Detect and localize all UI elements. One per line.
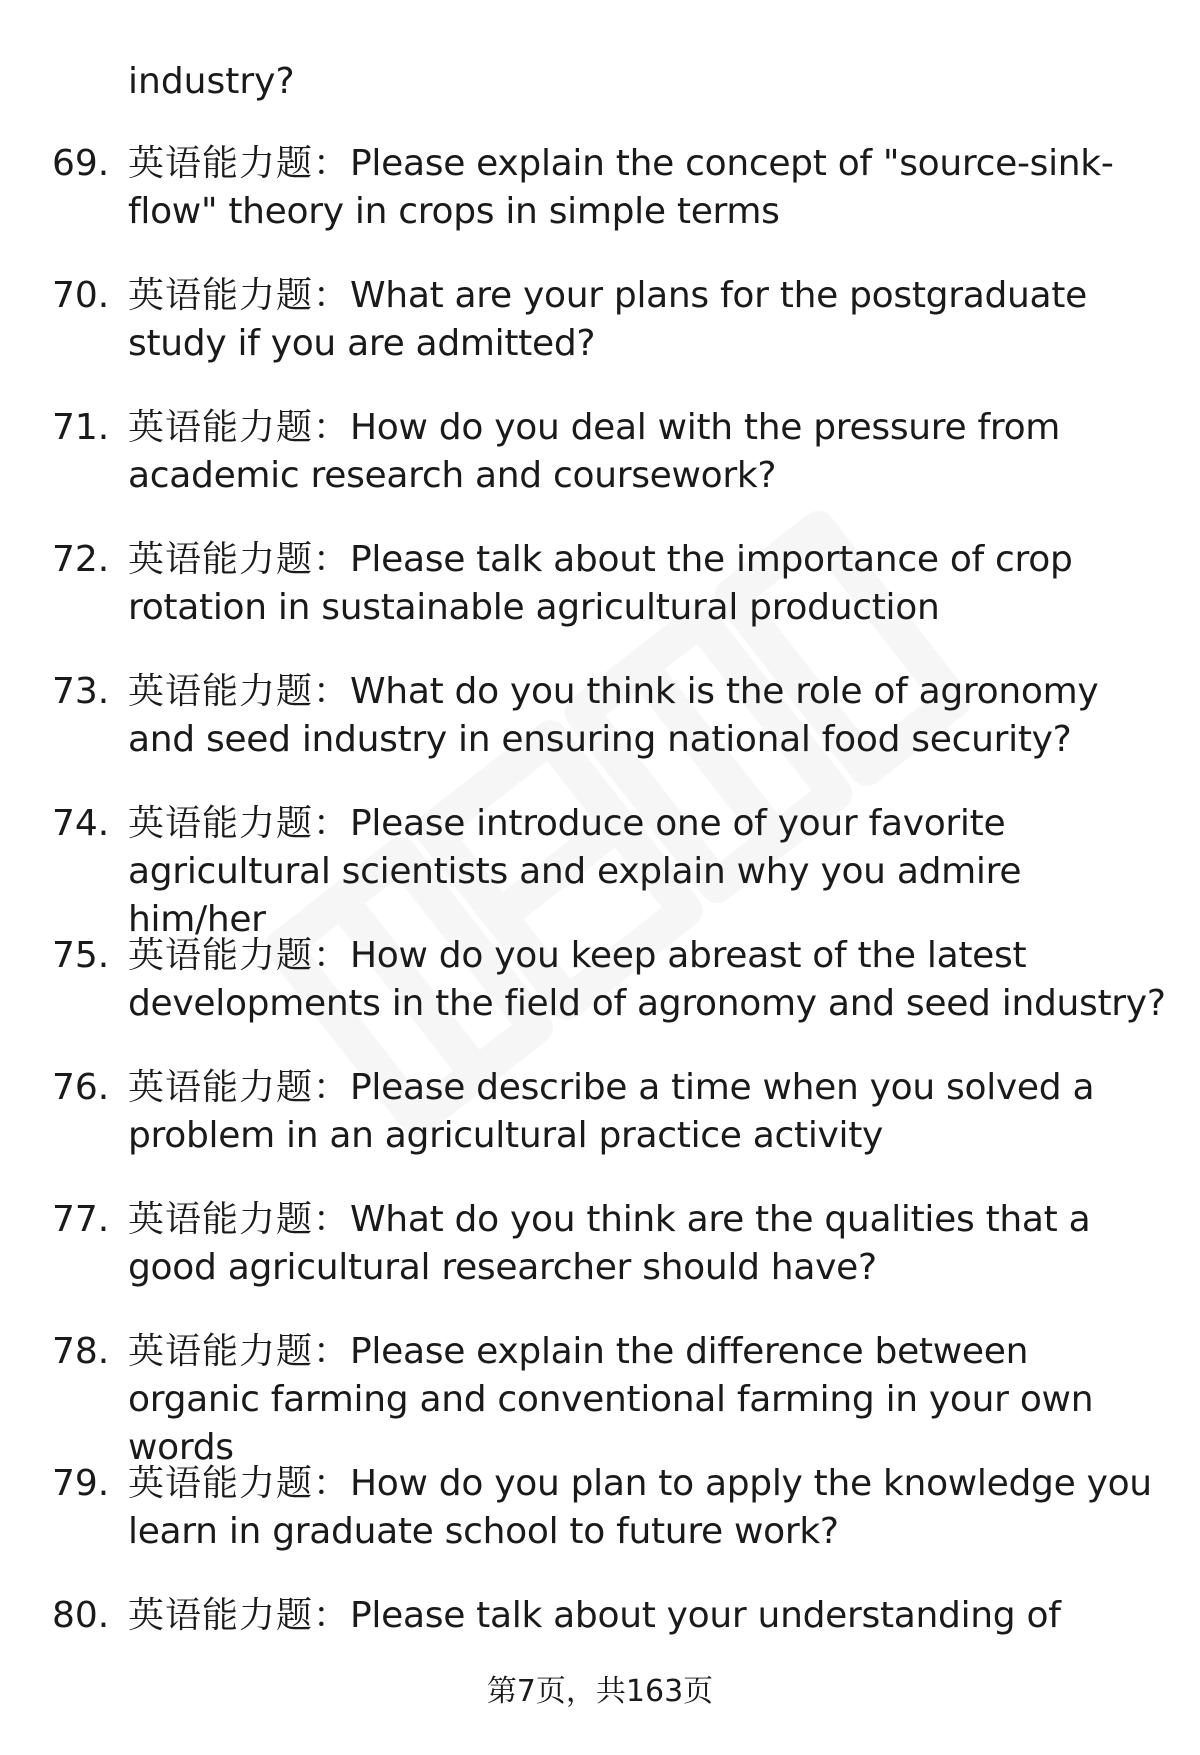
question-body: [128, 1064, 1168, 1160]
question-category-label: 英语能力题：: [128, 1199, 351, 1240]
question-category-label: 英语能力题：: [128, 803, 351, 844]
question-number: 78.: [52, 1331, 110, 1372]
question-category-label: 英语能力题：: [128, 1463, 351, 1504]
question-number: 80.: [52, 1595, 110, 1636]
question-body: [128, 932, 1168, 1028]
question-category-label: 英语能力题：: [128, 935, 351, 976]
question-number: 71.: [52, 407, 110, 448]
question-text: How do you deal with the pressure from academic research and coursework?: [128, 407, 1061, 496]
question-text: How do you plan to apply the knowledge you learn in graduate school to future work?: [128, 1463, 1152, 1552]
question-body: [128, 800, 1168, 944]
question-text: Please explain the difference between organic farming and conventional farming in your own words: [128, 1331, 1094, 1468]
question-item: [0, 1460, 1200, 1592]
question-body: [128, 404, 1168, 500]
page-number-footer: 第7页，共163页: [486, 1674, 714, 1709]
question-number: 75.: [52, 935, 110, 976]
question-body: [128, 1592, 1168, 1640]
question-item: [0, 800, 1200, 940]
question-item: [0, 932, 1200, 1064]
question-item: [0, 404, 1200, 536]
question-list: [0, 140, 1200, 1724]
question-body: [128, 140, 1168, 236]
question-text: Please describe a time when you solved a problem in an agricultural practice activity: [128, 1067, 1095, 1156]
question-text: Please talk about your understanding of: [350, 1595, 1061, 1636]
question-item: [0, 140, 1200, 272]
question-body: [128, 272, 1168, 368]
question-body: [128, 1460, 1168, 1556]
question-item: [0, 668, 1200, 800]
question-number: 76.: [52, 1067, 110, 1108]
question-number: 69.: [52, 143, 110, 184]
question-number: 79.: [52, 1463, 110, 1504]
question-category-label: 英语能力题：: [128, 275, 351, 316]
question-body: [128, 1328, 1168, 1472]
question-text: What do you think is the role of agronomy and seed industry in ensuring national food security?: [128, 671, 1099, 760]
question-category-label: 英语能力题：: [128, 1067, 351, 1108]
question-number: 73.: [52, 671, 110, 712]
question-item: [0, 1196, 1200, 1328]
question-text: How do you keep abreast of the latest developments in the field of agronomy and seed industry?: [128, 935, 1166, 1024]
question-item: [0, 536, 1200, 668]
question-text: What are your plans for the postgraduate study if you are admitted?: [128, 275, 1087, 364]
question-text: Please introduce one of your favorite agricultural scientists and explain why you admire him/her: [128, 803, 1022, 940]
question-category-label: 英语能力题：: [128, 407, 351, 448]
question-category-label: 英语能力题：: [128, 1595, 351, 1636]
question-body: [128, 668, 1168, 764]
question-item: [0, 1328, 1200, 1468]
question-text: Please explain the concept of "source-sink-flow" theory in crops in simple terms: [128, 143, 1114, 232]
question-category-label: 英语能力题：: [128, 539, 351, 580]
question-number: 72.: [52, 539, 110, 580]
continued-question-text: industry?: [128, 61, 295, 102]
question-text: Please talk about the importance of crop rotation in sustainable agricultural production: [128, 539, 1073, 628]
question-category-label: 英语能力题：: [128, 671, 351, 712]
question-category-label: 英语能力题：: [128, 1331, 351, 1372]
question-number: 70.: [52, 275, 110, 316]
question-text: What do you think are the qualities that a good agricultural researcher should have?: [128, 1199, 1091, 1288]
question-body: [128, 1196, 1168, 1292]
question-category-label: 英语能力题：: [128, 143, 351, 184]
question-number: 74.: [52, 803, 110, 844]
question-item: [0, 272, 1200, 404]
question-number: 77.: [52, 1199, 110, 1240]
question-item: [0, 1064, 1200, 1196]
question-body: [128, 536, 1168, 632]
